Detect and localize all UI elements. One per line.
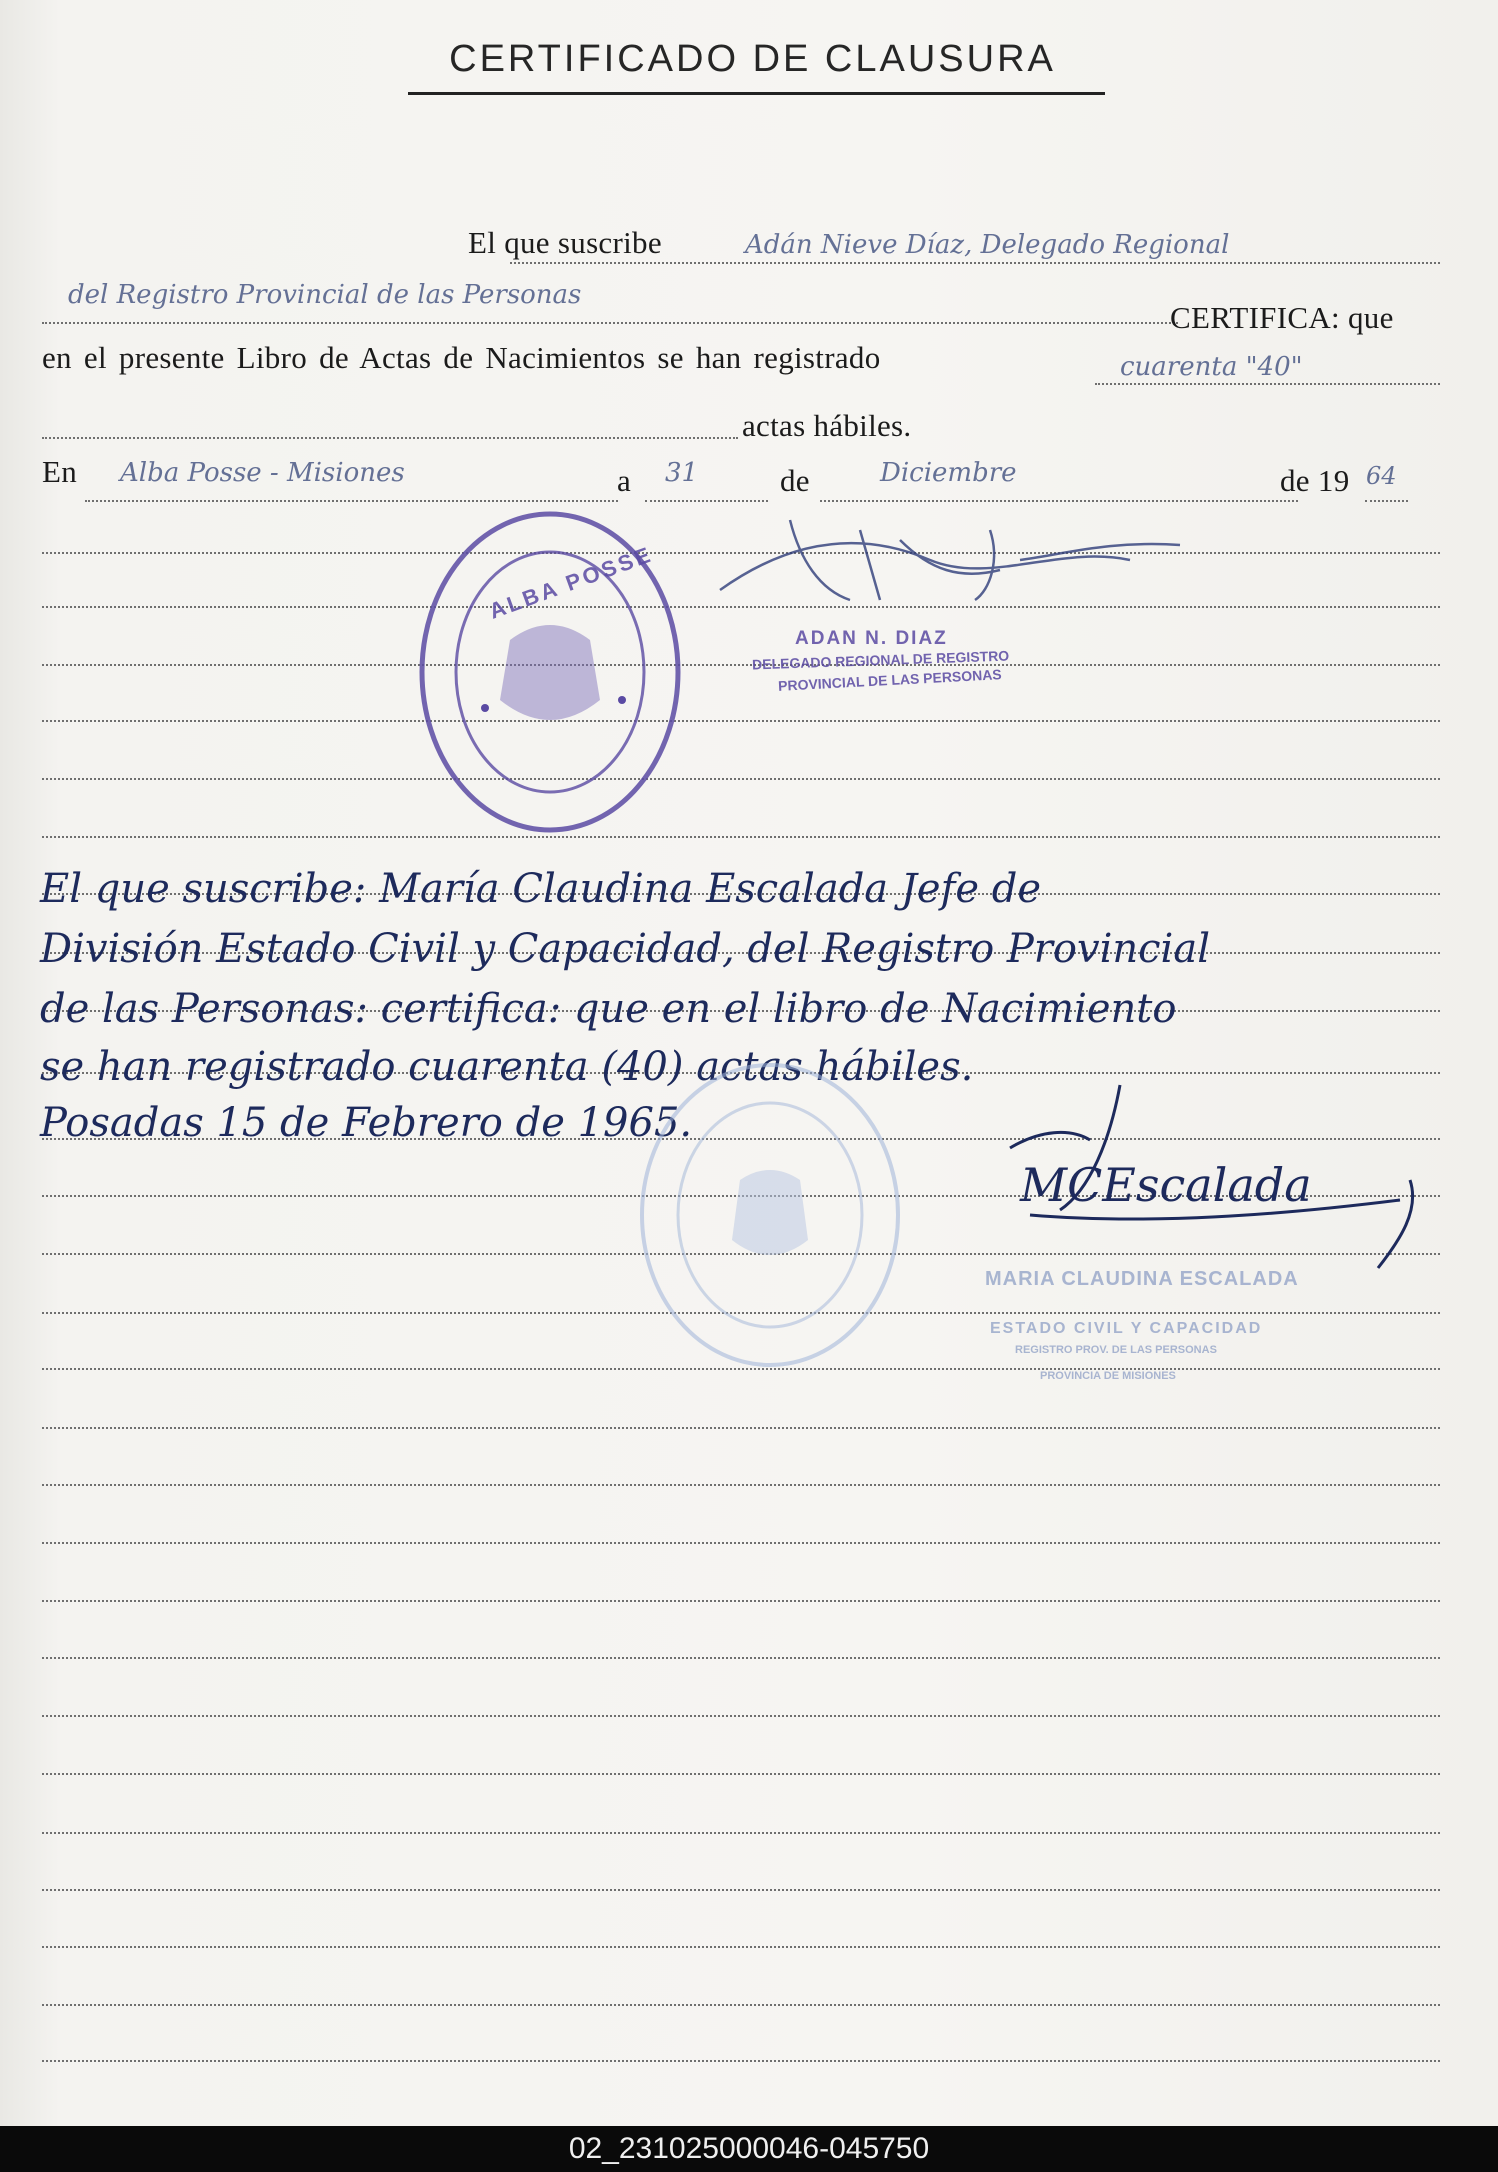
stamp-signatory-title2: PROVINCIAL DE LAS PERSONAS [777,666,1003,694]
printed-certifica: CERTIFICA: que [1170,300,1394,335]
stamp-second-line2: ESTADO CIVIL Y CAPACIDAD [990,1320,1263,1337]
printed-de: de [780,463,810,498]
first-signature [720,520,1180,600]
handwritten-cert-line4: se han registrado cuarenta (40) actas hábiles. [40,1044,974,1090]
handwritten-place: Alba Posse - Misiones [120,458,405,488]
handwritten-cert-line1: El que suscribe: María Claudina Escalada Jefe de [40,866,1042,912]
handwritten-count: cuarenta "40" [1120,352,1303,382]
handwritten-signature: MCEscalada [1020,1158,1312,1212]
second-signature-strokes [1010,1085,1413,1268]
printed-de-19: de 19 [1280,463,1350,498]
handwritten-month: Diciembre [880,458,1017,488]
printed-en-el-presente: en el presente Libro de Actas de Nacimientos se han registrado [42,340,881,375]
handwritten-cert-line2: División Estado Civil y Capacidad, del Registro Provincial [40,926,1210,972]
round-seal [422,514,678,830]
handwritten-cert-line3: de las Personas: certifica: que en el libro de Nacimiento [40,986,1177,1032]
stamp-second-line3: REGISTRO PROV. DE LAS PERSONAS [1015,1344,1217,1356]
printed-en: En [42,454,78,489]
stamp-second-name: MARIA CLAUDINA ESCALADA [985,1268,1299,1290]
printed-el-que-suscribe: El que suscribe [468,225,662,260]
handwritten-cert-line5: Posadas 15 de Febrero de 1965. [40,1100,693,1146]
seal-inner-text: ALBA POSSE [485,541,657,624]
handwritten-year: 64 [1366,462,1397,490]
printed-actas-habiles: actas hábiles. [742,408,912,443]
printed-a: a [617,463,632,498]
stamp-signatory-title1: DELEGADO REGIONAL DE REGISTRO [751,647,1010,673]
stamp-signatory-name: ADAN N. DIAZ [795,628,948,649]
page-title: CERTIFICADO DE CLAUSURA [449,38,1056,80]
handwritten-name-line2: del Registro Provincial de las Personas [68,280,582,310]
scan-id-footer: 02_231025000046-045750 [0,2126,1498,2172]
handwritten-name-line1: Adán Nieve Díaz, Delegado Regional [745,230,1230,260]
stamp-second-line4: PROVINCIA DE MISIONES [1040,1370,1176,1382]
handwritten-day: 31 [665,458,699,488]
faint-round-seal [642,1065,898,1365]
